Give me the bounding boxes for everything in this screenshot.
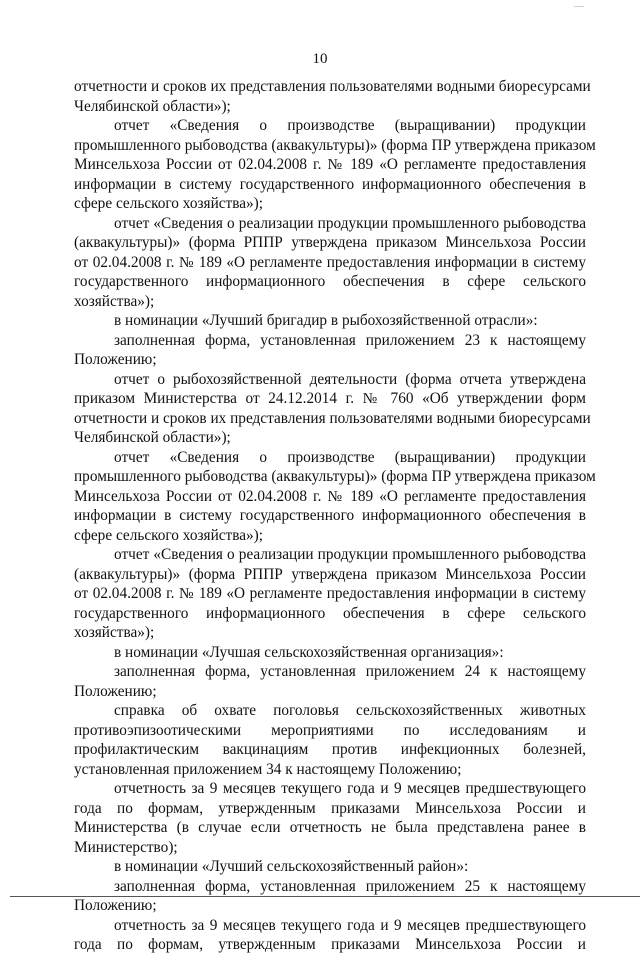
text-line: хозяйства»); (74, 624, 155, 641)
text-line: установленная приложением 34 к настоящему Положению; (74, 760, 462, 778)
page-number: 10 (312, 51, 328, 67)
text-line: Минсельхоза России от 02.04.2008 г. № 189 «О регламенте предоставления (74, 487, 586, 505)
text-line: Положению; (74, 682, 157, 700)
text-line: в номинации «Лучший сельскохозяйственный район»: (114, 858, 469, 875)
text-line: заполненная форма, установленная приложением 23 к настоящему (114, 331, 586, 349)
text-line: справка об охвате поголовья сельскохозяйственных животных (114, 702, 586, 719)
text-line: государственного информационного обеспечения в сфере сельского (74, 273, 586, 290)
text-line: отчет о рыбохозяйственной деятельности (форма отчета утверждена (114, 370, 586, 388)
text-line: Положению; (74, 351, 157, 368)
text-line: Положению; (74, 897, 157, 914)
text-line: приказом Министерства от 24.12.2014 г. № 760 «Об утверждении форм (74, 390, 586, 407)
text-line: сфере сельского хозяйства»); (74, 526, 264, 544)
text-line: промышленного рыбоводства (аквакультуры)» (форма ПР утверждена приказом (74, 468, 596, 485)
document-body (74, 77, 596, 955)
page-bottom-rule (10, 896, 640, 897)
text-line: года по формам, утвержденным приказами Минсельхоза России и (74, 936, 586, 953)
text-line: от 02.04.2008 г. № 189 «О регламенте предоставления информации в систему (74, 585, 586, 602)
text-line: промышленного рыбоводства (аквакультуры)» (форма ПР утверждена приказом (74, 136, 596, 154)
text-line: года по формам, утвержденным приказами Минсельхоза России и (74, 799, 586, 817)
text-line: (аквакультуры)» (форма РППР утверждена приказом Минсельхоза России (74, 565, 586, 583)
text-line: заполненная форма, установленная приложением 24 к настоящему (114, 663, 586, 680)
text-line: (аквакультуры)» (форма РППР утверждена приказом Минсельхоза России (74, 234, 586, 251)
text-line: отчетности и сроков их представления пользователями водными биоресурсами (74, 78, 591, 95)
text-line: отчетность за 9 месяцев текущего года и 9 месяцев предшествующего (114, 780, 586, 797)
text-line: отчет «Сведения о производстве (выращивании) продукции (114, 117, 586, 134)
text-line: Министерства (в случае если отчетность не была представлена ранее в (74, 819, 586, 836)
text-line: Челябинской области»); (74, 97, 231, 115)
text-line: государственного информационного обеспечения в сфере сельского (74, 604, 586, 622)
text-line: от 02.04.2008 г. № 189 «О регламенте предоставления информации в систему (74, 253, 586, 271)
text-line: отчет «Сведения о реализации продукции промышленного рыбоводства (114, 214, 586, 232)
text-line: профилактическим вакцинациям против инфекционных болезней, (74, 741, 586, 758)
text-line: отчет «Сведения о реализации продукции промышленного рыбоводства (114, 546, 586, 563)
text-line: Министерство); (74, 838, 178, 856)
text-line: Минсельхоза России от 02.04.2008 г. № 189 «О регламенте предоставления (74, 156, 586, 173)
text-line: сфере сельского хозяйства»); (74, 195, 264, 212)
text-line: заполненная форма, установленная приложением 25 к настоящему (114, 877, 586, 895)
text-line: отчетности и сроков их представления пользователями водными биоресурсами (74, 409, 591, 427)
text-line: отчет «Сведения о производстве (выращивании) продукции (114, 448, 586, 466)
scan-artifact (574, 6, 584, 7)
text-line: информации в систему государственного информационного обеспечения в (74, 507, 586, 524)
text-line: в номинации «Лучший бригадир в рыбохозяйственной отрасли»: (114, 312, 538, 329)
text-line: противоэпизоотическими мероприятиями по исследованиям и (74, 721, 586, 739)
text-line: отчетность за 9 месяцев текущего года и 9 месяцев предшествующего (114, 916, 586, 934)
text-line: информации в систему государственного информационного обеспечения в (74, 175, 586, 193)
text-line: Челябинской области»); (74, 429, 231, 446)
text-line: хозяйства»); (74, 292, 155, 310)
text-line: в номинации «Лучшая сельскохозяйственная организация»: (114, 643, 504, 661)
